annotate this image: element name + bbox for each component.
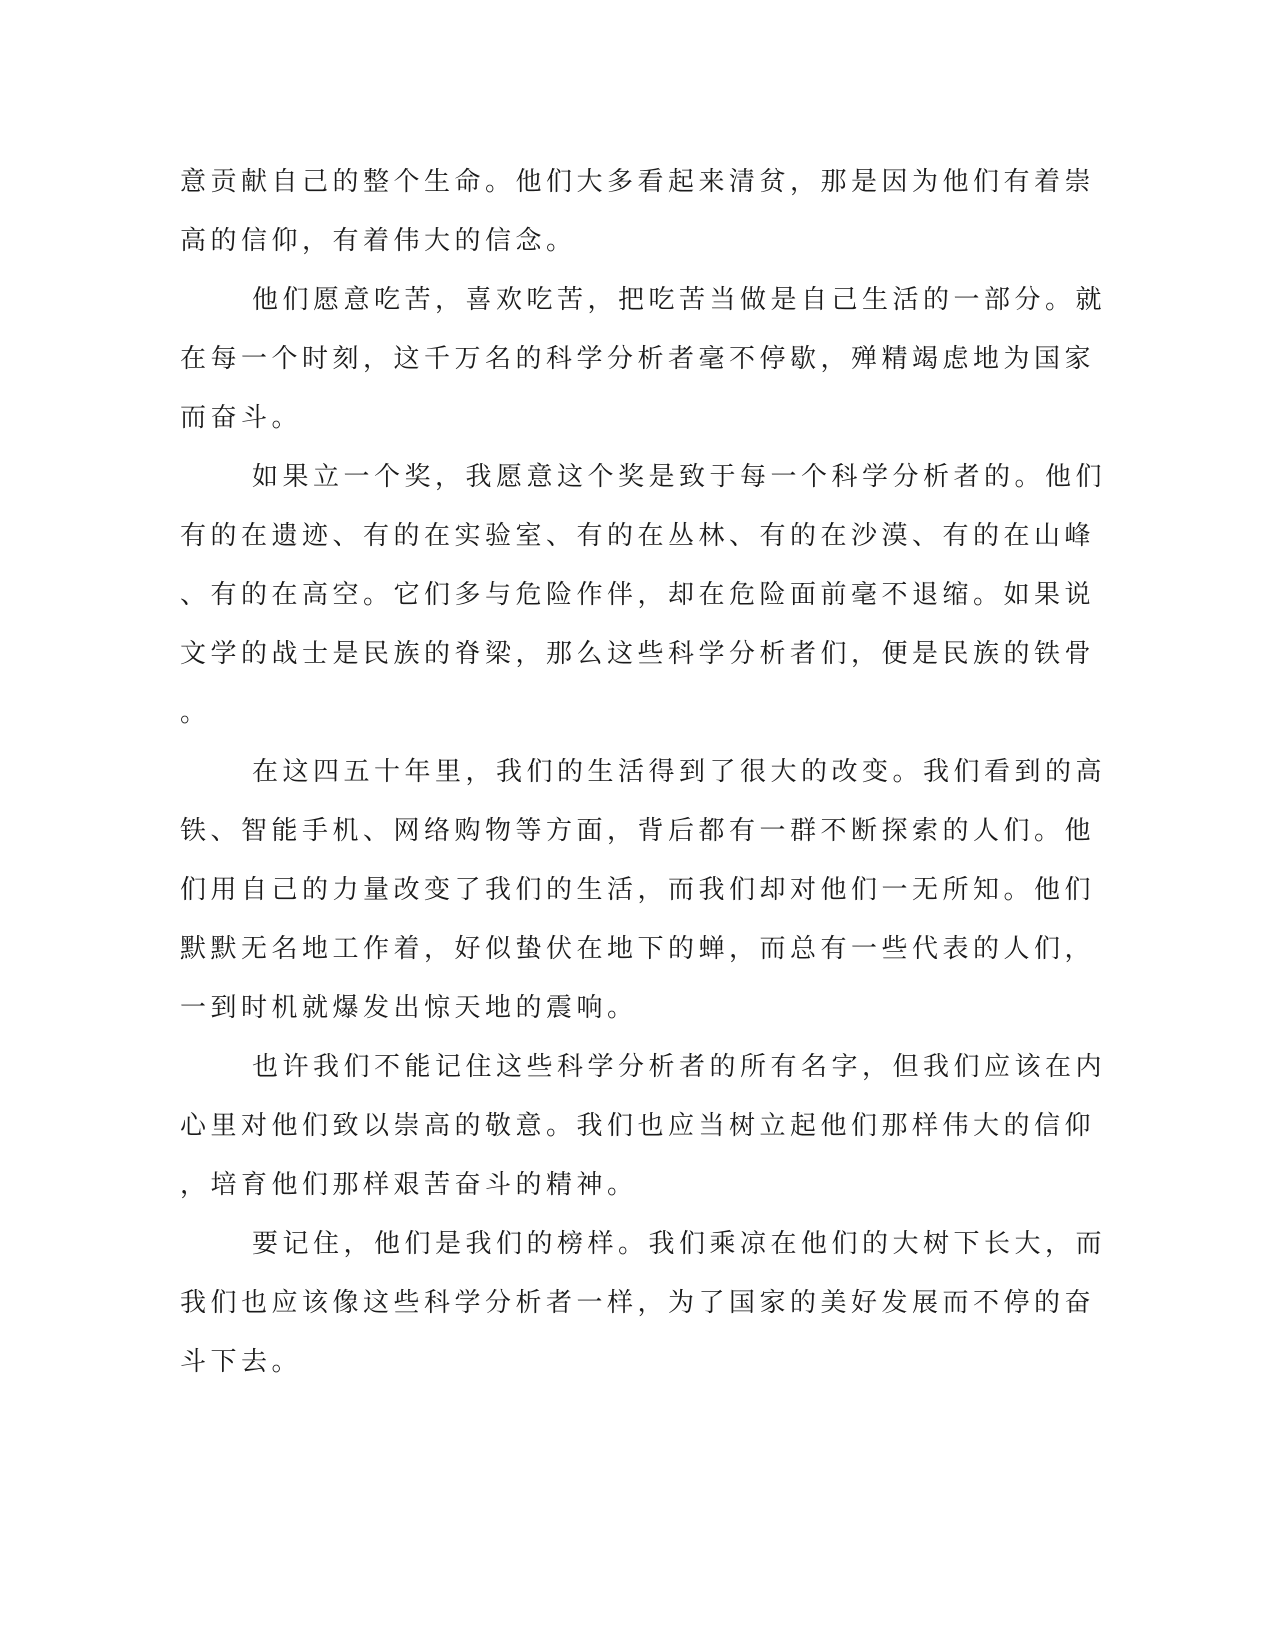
- text-line: 斗下去。: [180, 1347, 303, 1377]
- text-line: 高的信仰，有着伟大的信念。: [180, 226, 577, 256]
- text-line: 我们也应该像这些科学分析者一样，为了国家的美好发展而不停的奋: [180, 1288, 1096, 1318]
- text-line: 心里对他们致以崇高的敬意。我们也应当树立起他们那样伟大的信仰: [180, 1111, 1096, 1141]
- text-line: 一到时机就爆发出惊天地的震响。: [180, 993, 638, 1023]
- text-line: 们用自己的力量改变了我们的生活，而我们却对他们一无所知。他们: [180, 875, 1096, 905]
- text-line: 而奋斗。: [180, 403, 303, 433]
- text-line: 他们愿意吃苦，喜欢吃苦，把吃苦当做是自己生活的一部分。就: [252, 285, 1107, 315]
- text-line: 在这四五十年里，我们的生活得到了很大的改变。我们看到的高: [252, 757, 1107, 787]
- text-line: 铁、智能手机、网络购物等方面，背后都有一群不断探索的人们。他: [180, 816, 1096, 846]
- text-line: ，培育他们那样艰苦奋斗的精神。: [180, 1170, 638, 1200]
- text-line: 在每一个时刻，这千万名的科学分析者毫不停歇，殚精竭虑地为国家: [180, 344, 1096, 374]
- text-line: 意贡献自己的整个生命。他们大多看起来清贫，那是因为他们有着崇: [180, 167, 1096, 197]
- text-line: 如果立一个奖，我愿意这个奖是致于每一个科学分析者的。他们: [252, 462, 1107, 492]
- text-line: 。: [180, 698, 211, 728]
- text-line: 、有的在高空。它们多与危险作伴，却在危险面前毫不退缩。如果说: [180, 580, 1096, 610]
- text-line: 默默无名地工作着，好似蛰伏在地下的蝉，而总有一些代表的人们，: [180, 934, 1096, 964]
- text-line: 有的在遗迹、有的在实验室、有的在丛林、有的在沙漠、有的在山峰: [180, 521, 1096, 551]
- text-line: 文学的战士是民族的脊梁，那么这些科学分析者们，便是民族的铁骨: [180, 639, 1096, 669]
- text-line: 也许我们不能记住这些科学分析者的所有名字，但我们应该在内: [252, 1052, 1107, 1082]
- text-line: 要记住，他们是我们的榜样。我们乘凉在他们的大树下长大，而: [252, 1229, 1107, 1259]
